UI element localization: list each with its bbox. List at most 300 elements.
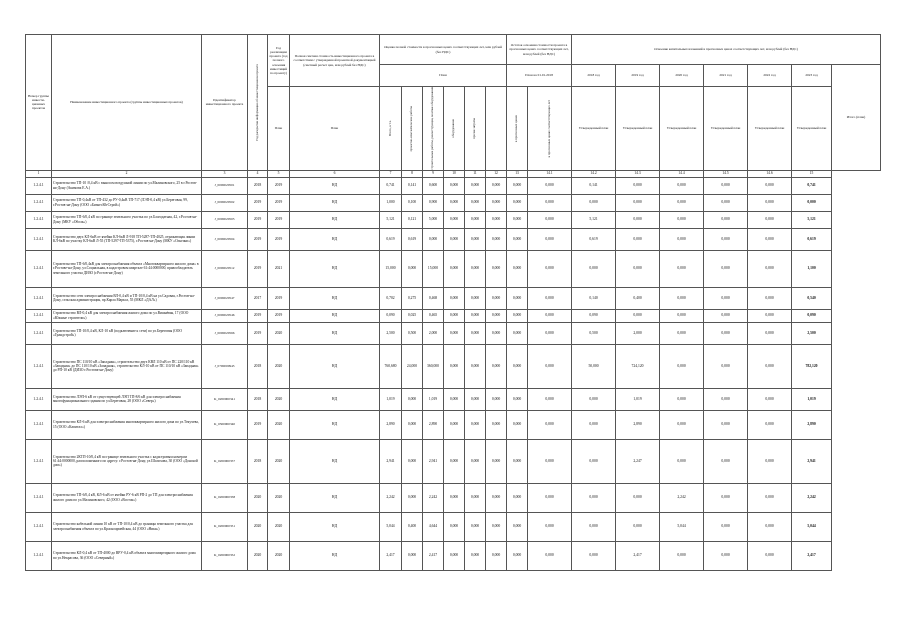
- cell-value: 0,000: [465, 194, 486, 211]
- column-number-row: [26, 170, 881, 177]
- column-number: 8: [402, 170, 423, 177]
- cell-project-id: J_0000020504: [202, 228, 248, 250]
- cell-realization-year: 2020: [268, 512, 290, 541]
- cell-value: 0,000: [444, 250, 465, 287]
- cell-group-number: 1.2.4.1: [26, 388, 52, 410]
- column-number: 14.1: [528, 170, 572, 177]
- cell-value: 2,941: [380, 439, 402, 483]
- cell-value: 0,000: [402, 410, 423, 439]
- cell-value: 0,000: [704, 211, 748, 228]
- header-approved-2021: Утвержденный план: [704, 87, 748, 171]
- cell-value: 0,000: [660, 194, 704, 211]
- cell-value: 0,000: [660, 388, 704, 410]
- cell-value: 50,000: [572, 344, 616, 388]
- cell-realization-year: 2019: [268, 194, 290, 211]
- header-disclosure-year: Год раскрытия информации об инвестиционном проекте: [248, 35, 268, 171]
- cell-value: 0,000: [402, 250, 423, 287]
- cell-value: 0,702: [380, 287, 402, 309]
- cell-value: 0,468: [423, 287, 444, 309]
- cell-value: 0,000: [507, 194, 528, 211]
- cell-value: 0,090: [572, 309, 616, 322]
- cell-value: 0,000: [572, 439, 616, 483]
- cell-value: 0,000: [748, 309, 792, 322]
- header-project-name: Наименование инвестиционного проекта (группы инвестиционных проектов): [52, 35, 202, 171]
- cell-group-number: 1.2.4.1: [26, 177, 52, 194]
- cell-value: 0,000: [507, 177, 528, 194]
- cell-project-id: J_0000020547: [202, 287, 248, 309]
- cell-project-id: J_0000020501: [202, 177, 248, 194]
- table-body: [26, 177, 881, 570]
- cell-project-name: Строительство ПС 110/10 кВ «Западная», строительство двух КВЛ 110 кВ от ПС 220/110 кВ «Западная» до ПС 110/10 кВ «Западная», строительство КЛ-10 кВ от ПС 110/10 кВ «Западная» до РП-10 кВ (ДИЗО г.Ростова-на-Дону): [52, 344, 202, 388]
- cell-total: 0,741: [792, 177, 832, 194]
- cell-value: 0,000: [660, 439, 704, 483]
- cell-value: 0,619: [402, 228, 423, 250]
- cell-group-number: 1.2.4.1: [26, 344, 52, 388]
- cell-value: 0,619: [572, 228, 616, 250]
- cell-group-number: 1.2.4.1: [26, 541, 52, 570]
- cell-value: 760,680: [380, 344, 402, 388]
- header-plan: План: [380, 65, 507, 87]
- cell-value: 0,000: [660, 410, 704, 439]
- cell-project-name: Строительство ТП-6/0,4 кВ, КЛ-6 кВ от ячейки РУ-6 кВ РП-2 до ТП для электроснабжения жилого дома по ул.Малиновского, 42 (ООО «Восток»): [52, 483, 202, 512]
- cell-total: 2,242: [792, 483, 832, 512]
- cell-value: 0,000: [465, 309, 486, 322]
- cell-value: 2,417: [423, 541, 444, 570]
- cell-group-number: 1.2.4.1: [26, 250, 52, 287]
- cell-project-name: Строительство ТП-6/0,4кВ для электроснабжения объекта «Многоквартирного жилого дома» в г.Ростове-на-Дону, ул.Социальная, в кадастровом квартале 61:44:0000000, правообладатель земельного участка ДИЗО (г.Ростов-на-Дону): [52, 250, 202, 287]
- cell-value: 4,644: [423, 512, 444, 541]
- cell-total: 0,000: [792, 194, 832, 211]
- cell-value: 0,000: [486, 309, 507, 322]
- cell-total: 2,890: [792, 410, 832, 439]
- cell-value: 0,000: [528, 211, 572, 228]
- column-number: 11: [465, 170, 486, 177]
- cell-group-number: 1.2.4.1: [26, 287, 52, 309]
- cell-value: 0,000: [528, 228, 572, 250]
- cell-full-cost: НД: [290, 309, 380, 322]
- cell-value: 5,044: [660, 512, 704, 541]
- cell-project-name: Строительство ТП-0,4кВ от ТП-432 до РУ-0,4кВ ТП-717 (ЛЭП-0,4 кВ) ул.Береговая, 99, г.Ростов-на-Дону (ООО «БизнесЮгСтрой»): [52, 194, 202, 211]
- cell-value: 0,000: [660, 177, 704, 194]
- header-plan-sub-e: План: [268, 87, 290, 171]
- cell-value: 2,242: [380, 483, 402, 512]
- table-row: [26, 309, 881, 322]
- column-number: 9: [423, 170, 444, 177]
- cell-value: 0,400: [402, 512, 423, 541]
- cell-project-id: J_0000020546: [202, 309, 248, 322]
- cell-disclosure-year: 2017: [248, 287, 268, 309]
- cell-group-number: 1.2.4.1: [26, 322, 52, 344]
- column-number: 4: [248, 170, 268, 177]
- cell-value: 0,000: [616, 228, 660, 250]
- cell-value: 2,242: [423, 483, 444, 512]
- header-total: Итого (план): [832, 65, 881, 171]
- cell-value: 0,000: [486, 344, 507, 388]
- cell-full-cost: НД: [290, 439, 380, 483]
- column-number: 14.4: [660, 170, 704, 177]
- cell-realization-year: 2020: [268, 439, 290, 483]
- cell-disclosure-year: 2018: [248, 344, 268, 388]
- cell-value: 5,121: [572, 211, 616, 228]
- cell-value: 0,000: [572, 250, 616, 287]
- cell-realization-year: 2019: [268, 309, 290, 322]
- table-row: [26, 483, 881, 512]
- cell-project-name: Строительство сети электроснабжения ВЛ-0,4 кВ и ТП-10/0,4 кВ на ул.Садовая, г.Ростов-на-Дону, сельская администрация, пр.Карла Маркса, 55 (МКЛ «ДАЛ»): [52, 287, 202, 309]
- column-number: 14.2: [572, 170, 616, 177]
- cell-value: 0,000: [444, 177, 465, 194]
- cell-value: 0,000: [748, 287, 792, 309]
- cell-value: 0,000: [486, 410, 507, 439]
- cell-value: 0,275: [402, 287, 423, 309]
- cell-disclosure-year: 2020: [248, 483, 268, 512]
- column-number: 1: [26, 170, 52, 177]
- cell-value: 0,000: [748, 250, 792, 287]
- cell-value: 0,141: [402, 177, 423, 194]
- header-sub-forecast: в прогнозных ценах: [507, 87, 528, 171]
- cell-value: 0,000: [616, 309, 660, 322]
- cell-full-cost: НД: [290, 228, 380, 250]
- cell-disclosure-year: 2019: [248, 194, 268, 211]
- cell-full-cost: НД: [290, 541, 380, 570]
- cell-value: 0,000: [748, 194, 792, 211]
- cell-project-id: J_0000020566: [202, 322, 248, 344]
- cell-value: 0,600: [423, 177, 444, 194]
- cell-value: 0,000: [507, 287, 528, 309]
- cell-full-cost: НД: [290, 322, 380, 344]
- cell-value: 0,000: [660, 211, 704, 228]
- header-year-2022: 2022 год: [748, 65, 792, 87]
- cell-value: 2,941: [423, 439, 444, 483]
- header-remaining-cost: Остаток освоения стоимости проекта в прогнозных ценах соответствующих лет, млн рублей (без НДС): [507, 35, 572, 65]
- cell-full-cost: НД: [290, 211, 380, 228]
- cell-value: 0,000: [748, 322, 792, 344]
- cell-value: 0,000: [528, 483, 572, 512]
- cell-total: 0,540: [792, 287, 832, 309]
- cell-realization-year: 2019: [268, 228, 290, 250]
- cell-group-number: 1.2.4.1: [26, 410, 52, 439]
- cell-value: 2,242: [660, 483, 704, 512]
- cell-value: 0,000: [444, 322, 465, 344]
- cell-group-number: 1.2.4.1: [26, 512, 52, 541]
- cell-value: 0,000: [444, 228, 465, 250]
- cell-value: 0,000: [486, 388, 507, 410]
- cell-value: 0,000: [507, 250, 528, 287]
- cell-value: 0,000: [528, 388, 572, 410]
- cell-total: 5,121: [792, 211, 832, 228]
- cell-value: 0,000: [616, 177, 660, 194]
- header-approved-2023: Утвержденный план: [792, 87, 832, 171]
- cell-group-number: 1.2.4.1: [26, 228, 52, 250]
- cell-value: 0,121: [402, 211, 423, 228]
- cell-value: 1,019: [616, 388, 660, 410]
- table-row: [26, 250, 881, 287]
- cell-project-name: Строительство ВЛ-0,4 кВ для электроснабжения жилого дома по ул.Вишнёвая, 17 (ООО «Южные строители»): [52, 309, 202, 322]
- cell-value: 0,000: [616, 250, 660, 287]
- header-sub-other: прочие затраты: [465, 87, 486, 171]
- cell-value: 0,000: [507, 541, 528, 570]
- cell-group-number: 1.2.4.1: [26, 309, 52, 322]
- cell-value: 0,000: [704, 228, 748, 250]
- cell-value: 360,000: [423, 344, 444, 388]
- cell-value: 0,000: [507, 388, 528, 410]
- cell-project-id: J_0700000943: [202, 344, 248, 388]
- cell-value: 0,000: [528, 439, 572, 483]
- cell-project-id: J_0000020512: [202, 250, 248, 287]
- cell-value: 0,000: [704, 250, 748, 287]
- cell-value: 0,400: [616, 287, 660, 309]
- cell-value: 0,000: [465, 512, 486, 541]
- column-number: 15: [792, 170, 832, 177]
- cell-value: 0,000: [528, 194, 572, 211]
- cell-realization-year: 2020: [268, 483, 290, 512]
- header-sub-construction: строительные работы, реконструкция, монтаж оборудования: [423, 87, 444, 171]
- cell-value: 0,000: [704, 512, 748, 541]
- cell-value: 0,000: [748, 410, 792, 439]
- cell-value: 0,000: [528, 177, 572, 194]
- cell-value: 0,000: [572, 483, 616, 512]
- cell-value: 0,000: [465, 541, 486, 570]
- cell-value: 0,000: [748, 483, 792, 512]
- cell-value: 0,000: [507, 211, 528, 228]
- header-approved-2019: Утвержденный план: [616, 87, 660, 171]
- cell-value: 0,000: [748, 388, 792, 410]
- header-full-cost-forecast: Оценка полной стоимости в прогнозных ценах соответствующих лет, млн рублей (без НДС): [380, 35, 507, 65]
- cell-value: 0,000: [748, 512, 792, 541]
- cell-value: 0,000: [507, 322, 528, 344]
- cell-value: 0,000: [660, 287, 704, 309]
- cell-value: 0,000: [486, 541, 507, 570]
- cell-value: 0,500: [572, 322, 616, 344]
- cell-value: 0,000: [402, 483, 423, 512]
- cell-value: 0,619: [380, 228, 402, 250]
- header-year-2019: 2019 год: [616, 65, 660, 87]
- cell-value: 0,141: [572, 177, 616, 194]
- cell-value: 15,000: [423, 250, 444, 287]
- cell-value: 0,000: [528, 410, 572, 439]
- cell-value: 0,000: [444, 344, 465, 388]
- table-row: [26, 211, 881, 228]
- cell-value: 2,417: [616, 541, 660, 570]
- cell-project-id: K_0200000341: [202, 388, 248, 410]
- cell-value: 2,890: [616, 410, 660, 439]
- cell-value: 0,000: [704, 177, 748, 194]
- cell-project-id: K_0200000352: [202, 541, 248, 570]
- cell-value: 0,000: [465, 250, 486, 287]
- cell-value: 0,000: [486, 322, 507, 344]
- cell-value: 0,000: [507, 483, 528, 512]
- cell-value: 0,000: [572, 410, 616, 439]
- cell-realization-year: 2020: [268, 344, 290, 388]
- header-sub-equipment: оборудование: [444, 87, 465, 171]
- cell-value: 0,000: [444, 211, 465, 228]
- cell-value: 0,000: [748, 439, 792, 483]
- cell-value: 0,000: [486, 194, 507, 211]
- cell-project-id: K_0200000357: [202, 439, 248, 483]
- table-row: [26, 287, 881, 309]
- cell-value: 0,000: [528, 541, 572, 570]
- table-row: [26, 194, 881, 211]
- cell-value: 0,000: [486, 287, 507, 309]
- cell-value: 0,000: [444, 439, 465, 483]
- cell-value: 0,000: [528, 309, 572, 322]
- cell-disclosure-year: 2018: [248, 439, 268, 483]
- cell-value: 0,000: [444, 194, 465, 211]
- cell-project-name: Строительство ТП-10 /0,4 кВ с выносом воздушной линии по ул.Малиновского, 25 в г.Ростов-на-Дону (Акимова Е.А.): [52, 177, 202, 194]
- cell-disclosure-year: 2019: [248, 250, 268, 287]
- cell-full-cost: НД: [290, 512, 380, 541]
- cell-value: 0,000: [486, 177, 507, 194]
- cell-disclosure-year: 2019: [248, 322, 268, 344]
- cell-value: 0,000: [507, 228, 528, 250]
- cell-value: 0,000: [572, 541, 616, 570]
- header-year-2023: 2023 год: [792, 65, 832, 87]
- cell-project-id: J_0000020502: [202, 194, 248, 211]
- cell-realization-year: 2020: [268, 322, 290, 344]
- cell-value: 0,900: [423, 194, 444, 211]
- cell-value: 0,000: [572, 194, 616, 211]
- column-number: 12: [486, 170, 507, 177]
- column-number: 6: [290, 170, 380, 177]
- cell-full-cost: НД: [290, 287, 380, 309]
- cell-total: 2,941: [792, 439, 832, 483]
- header-sub-design: проектно-изыскательские работы: [402, 87, 423, 171]
- header-realization-year: Год реализации проекта (год полного освоения инвестиций по проекту): [268, 35, 290, 87]
- cell-value: 0,000: [465, 287, 486, 309]
- column-number: 14.6: [748, 170, 792, 177]
- cell-value: 0,000: [528, 344, 572, 388]
- cell-value: 2,000: [616, 322, 660, 344]
- table-row: [26, 541, 881, 570]
- cell-value: 0,000: [660, 322, 704, 344]
- cell-value: 0,741: [380, 177, 402, 194]
- header-year-2021: 2021 год: [704, 65, 748, 87]
- cell-value: 0,000: [486, 439, 507, 483]
- cell-value: 1,019: [423, 388, 444, 410]
- cell-value: 0,000: [616, 483, 660, 512]
- cell-value: 0,000: [704, 388, 748, 410]
- cell-project-name: Строительство кабельной линии 10 кВ от ТП-10/0,4 кВ до границы земельного участка для электроснабжения объекта по ул.Красноармейская, 44 (ООО «Ника»): [52, 512, 202, 541]
- cell-value: 0,000: [444, 410, 465, 439]
- cell-disclosure-year: 2018: [248, 177, 268, 194]
- cell-full-cost: НД: [290, 388, 380, 410]
- cell-value: 0,000: [444, 309, 465, 322]
- header-group-number: Номер группы инвести-ционных проектов: [26, 35, 52, 171]
- cell-value: 0,000: [507, 309, 528, 322]
- cell-full-cost: НД: [290, 410, 380, 439]
- cell-value: 0,000: [465, 322, 486, 344]
- cell-value: 0,000: [465, 344, 486, 388]
- cell-value: 0,000: [465, 177, 486, 194]
- cell-realization-year: 2021: [268, 250, 290, 287]
- cell-value: 0,500: [402, 322, 423, 344]
- cell-value: 0,000: [616, 211, 660, 228]
- table-row: [26, 512, 881, 541]
- cell-realization-year: 2019: [268, 177, 290, 194]
- cell-value: 0,000: [528, 250, 572, 287]
- cell-value: 0,000: [572, 388, 616, 410]
- header-sub-empty: [486, 87, 507, 171]
- cell-value: 0,000: [465, 228, 486, 250]
- header-full-cost: Полная сметная стоимость инвестиционного проекта в соответствии с утвержденной проектной документацией (сметный расчет цен, млн рублей без НДС): [290, 35, 380, 87]
- cell-value: 0,000: [616, 194, 660, 211]
- column-number: 3: [202, 170, 248, 177]
- cell-project-id: K_0200000358: [202, 483, 248, 512]
- cell-full-cost: НД: [290, 344, 380, 388]
- cell-value: 5,121: [380, 211, 402, 228]
- cell-value: 0,000: [465, 410, 486, 439]
- header-approved-2022: Утвержденный план: [748, 87, 792, 171]
- cell-value: 2,000: [423, 322, 444, 344]
- cell-value: 0,000: [704, 322, 748, 344]
- cell-value: 0,000: [528, 322, 572, 344]
- cell-group-number: 1.2.4.1: [26, 194, 52, 211]
- cell-value: 0,140: [572, 287, 616, 309]
- investment-table-sheet: [25, 34, 881, 571]
- cell-value: 0,000: [528, 287, 572, 309]
- table-row: [26, 228, 881, 250]
- cell-value: 0,000: [444, 287, 465, 309]
- header-plan-date: План на 01.01.2018: [507, 65, 572, 87]
- cell-value: 0,000: [402, 439, 423, 483]
- cell-total: 2,417: [792, 541, 832, 570]
- cell-value: 0,000: [660, 309, 704, 322]
- cell-value: 0,000: [704, 309, 748, 322]
- cell-full-cost: НД: [290, 177, 380, 194]
- cell-value: 0,465: [423, 309, 444, 322]
- cell-disclosure-year: 2018: [248, 388, 268, 410]
- cell-project-name: Строительство КЛ-6 кВ для электроснабжения многоквартирного жилого дома по ул.Текучева, 15 (ООО «Капитал»): [52, 410, 202, 439]
- cell-project-name: Строительство ЛЭП-6 кВ от существующей ЛЭП ТП-8/6 кВ для электроснабжения многофункционального здания по ул.Береговая, 28 (ООО «Север»): [52, 388, 202, 410]
- cell-value: 0,000: [486, 211, 507, 228]
- table-row: [26, 177, 881, 194]
- cell-total: 5,044: [792, 512, 832, 541]
- cell-value: 0,000: [465, 211, 486, 228]
- cell-value: 0,000: [660, 228, 704, 250]
- cell-value: 0,000: [444, 512, 465, 541]
- cell-value: 0,000: [660, 541, 704, 570]
- cell-value: 0,000: [465, 439, 486, 483]
- cell-disclosure-year: 2019: [248, 228, 268, 250]
- investment-table: [25, 34, 881, 571]
- cell-full-cost: НД: [290, 194, 380, 211]
- header-year-2020: 2020 год: [660, 65, 704, 87]
- cell-value: 2,247: [616, 439, 660, 483]
- cell-value: 0,000: [528, 512, 572, 541]
- cell-value: 0,000: [444, 541, 465, 570]
- cell-value: 0,000: [465, 483, 486, 512]
- cell-total: 2,500: [792, 322, 832, 344]
- cell-value: 2,890: [380, 410, 402, 439]
- table-row: [26, 344, 881, 388]
- cell-value: 0,000: [660, 344, 704, 388]
- cell-realization-year: 2020: [268, 541, 290, 570]
- cell-project-id: J_0000020503: [202, 211, 248, 228]
- cell-value: 0,000: [704, 439, 748, 483]
- cell-value: 0,000: [507, 439, 528, 483]
- cell-value: 0,000: [402, 541, 423, 570]
- header-project-id: Идентификатор инвестиционного проекта: [202, 35, 248, 171]
- cell-value: 0,000: [486, 250, 507, 287]
- table-row: [26, 410, 881, 439]
- cell-group-number: 1.2.4.1: [26, 439, 52, 483]
- cell-disclosure-year: 2019: [248, 309, 268, 322]
- column-number: 14.5: [704, 170, 748, 177]
- cell-realization-year: 2020: [268, 410, 290, 439]
- cell-realization-year: 2019: [268, 287, 290, 309]
- table-row: [26, 388, 881, 410]
- cell-disclosure-year: 2019: [248, 410, 268, 439]
- cell-disclosure-year: 2019: [248, 211, 268, 228]
